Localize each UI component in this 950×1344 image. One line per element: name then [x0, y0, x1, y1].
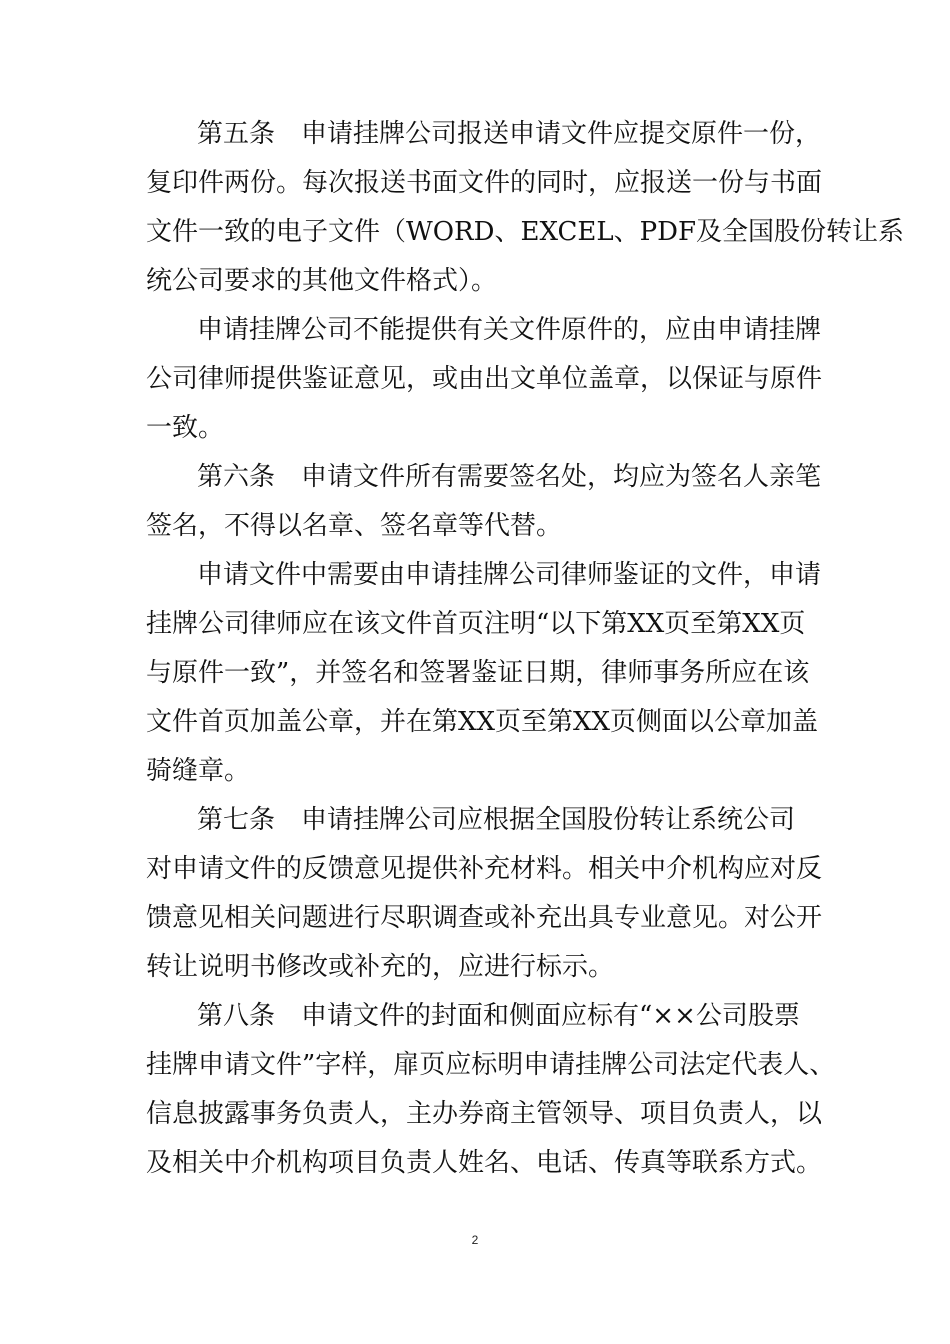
article-5-line-2: 复印件两份。每次报送书面文件的同时，应报送一份与书面 — [146, 168, 823, 198]
article-7-line-4: 转让说明书修改或补充的，应进行标示。 — [146, 952, 615, 982]
article-7-line-1: 第七条 申请挂牌公司应根据全国股份转让系统公司 — [197, 805, 796, 835]
article-6-line-2: 签名，不得以名章、签名章等代替。 — [146, 511, 563, 541]
article-6-para-2-line-3: 与原件一致”，并签名和签署鉴证日期，律师事务所应在该 — [146, 658, 810, 688]
article-5-para-2-line-1: 申请挂牌公司不能提供有关文件原件的，应由申请挂牌 — [197, 315, 822, 345]
article-6-para-2-line-5: 骑缝章。 — [146, 756, 251, 786]
article-6-para-2-line-2: 挂牌公司律师应在该文件首页注明“以下第XX页至第XX页 — [146, 609, 806, 639]
page-number: 2 — [471, 1233, 479, 1247]
article-7-line-3: 馈意见相关问题进行尽职调查或补充出具专业意见。对公开 — [146, 903, 823, 933]
article-5-line-1: 第五条 申请挂牌公司报送申请文件应提交原件一份， — [197, 119, 822, 149]
article-6-para-2-line-1: 申请文件中需要由申请挂牌公司律师鉴证的文件，申请 — [197, 560, 822, 590]
article-6-line-1: 第六条 申请文件所有需要签名处，均应为签名人亲笔 — [197, 462, 822, 492]
article-8-line-4: 及相关中介机构项目负责人姓名、电话、传真等联系方式。 — [146, 1148, 823, 1178]
article-5-para-2-line-2: 公司律师提供鉴证意见，或由出文单位盖章，以保证与原件 — [146, 364, 823, 394]
article-8-line-3: 信息披露事务负责人，主办券商主管领导、项目负责人，以 — [146, 1099, 823, 1129]
article-5-line-4: 统公司要求的其他文件格式）。 — [146, 266, 498, 296]
article-8-line-1: 第八条 申请文件的封面和侧面应标有“××公司股票 — [197, 1001, 800, 1031]
article-7-line-2: 对申请文件的反馈意见提供补充材料。相关中介机构应对反 — [146, 854, 823, 884]
article-5-para-2-line-3: 一致。 — [146, 413, 225, 443]
article-5-line-3: 文件一致的电子文件（WORD、EXCEL、PDF及全国股份转让系 — [146, 217, 905, 247]
article-6-para-2-line-4: 文件首页加盖公章，并在第XX页至第XX页侧面以公章加盖 — [146, 707, 819, 737]
article-8-line-2: 挂牌申请文件”字样，扉页应标明申请挂牌公司法定代表人、 — [146, 1050, 836, 1080]
